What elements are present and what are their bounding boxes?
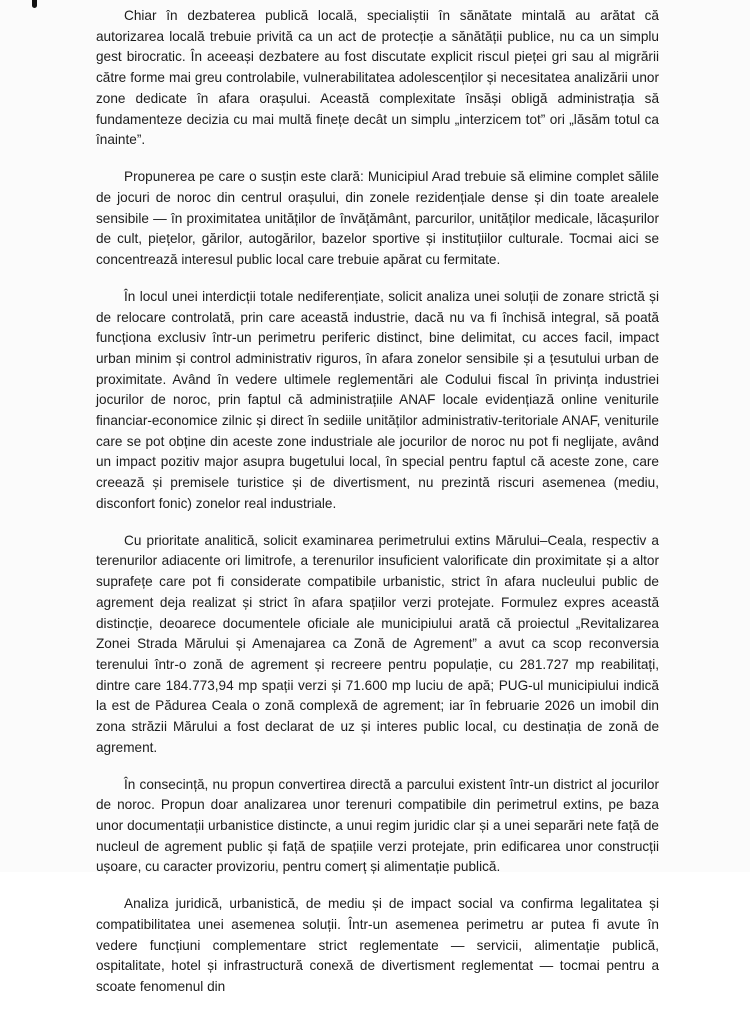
paragraph-marului-ceala-perimeter: Cu prioritate analitică, solicit examinarea perimetrului extins Mărului–Ceala, respectiv a terenurilor adiacente ori limitrofe, a terenurilor insuficient valorificate din proximitate și a altor suprafețe care pot fi considerate compatibile urbanistic, strict în afara nucleului public de agrement deja realizat și strict în afara spațiilor verzi protejate. Formulez expres această distincție, deoarece documentele oficiale ale municipiului arată că proiectul „Revitalizarea Zonei Strada Mărului și Amenajarea ca Zonă de Agrement” a avut ca scop reconversia terenului într-o zonă de agrement și recreere pentru populație, cu 281.727 mp reabilitați, dintre care 184.773,94 mp spații verzi și 71.600 mp luciu de apă; PUG-ul municipiului indică la est de Pădurea Ceala o zonă complexă de agrement; iar în februarie 2026 un imobil din zona străzii Mărului a fost declarat de uz și interes public local, cu destinația de zonă de agrement. [96, 532, 659, 755]
paragraph-proposal: Propunerea pe care o susțin este clară: Municipiul Arad trebuie să elimine complet sălile de jocuri de noroc din centrul orașului, din zonele rezidențiale dense și din toate arealele sensibile — în proximitatea unităților de învățământ, parcurilor, unităților medicale, lăcașurilor de cult, piețelor, gărilor, autogărilor, bazelor sportive și instituțiilor culturale. Tocmai aici se concentrează interesul public local care trebuie apărat cu fermitate. [96, 169, 659, 267]
page-corner-mark [32, 0, 37, 8]
paragraph-analysis: Analiza juridică, urbanistică, de mediu și de impact social va confirma legalitatea și compatibilitatea unei asemenea soluții. Într-un asemenea perimetru ar putea fi avute în vedere funcțiuni complementare strict reglementate — servicii, alimentație publică, ospitalitate, hotel și infrastructură conexă de divertisment reglementat — tocmai pentru a scoate fenomenul din [96, 896, 659, 995]
document-body [96, 6, 659, 1014]
paragraph-zoning-relocation: În locul unei interdicții totale nediferențiate, solicit analiza unei soluții de zonare strictă și de relocare controlată, prin care această industrie, dacă nu va fi închisă integral, să poată funcționa exclusiv într-un perimetru periferic distinct, bine delimitat, cu acces facil, impact urban minim și control administrativ riguros, în afara zonelor sensibile și a țesutului urban de proximitate. Având în vedere ultimele reglementări ale Codului fiscal în privința industriei jocurilor de noroc, prin faptul că administrațiile ANAF locale evidențiază online veniturile financiar-economice zilnic și direct în sediile unităților administrativ-teritoriale ANAF, veniturile care se pot obține din aceste zone industriale ale jocurilor de noroc nu pot fi neglijate, având un impact pozitiv major asupra bugetului local, în special pentru faptul că aceste zone, care creează și premisele turistice și de divertisment, nu prezintă riscuri asemenea (mediu, disconfort fonic) zonelor real industriale. [96, 288, 659, 511]
paragraph-public-debate: Chiar în dezbaterea publică locală, specialiștii în sănătate mintală au arătat că autorizarea locală trebuie privită ca un act de protecție a sănătății publice, nu ca un simplu gest birocratic. În aceeași dezbatere au fost discutate explicit riscul pieței gri sau al migrării către forme mai greu controlabile, vulnerabilitatea adolescenților și necesitatea analizării unor zone dedicate în afara orașului. Această complexitate însăși obligă administrația să fundamenteze decizia cu mai multă finețe decât un simplu „interzicem tot” ori „lăsăm totul ca înainte”. [96, 8, 659, 148]
paragraph-consequence: În consecință, nu propun convertirea directă a parcului existent într-un district al jocurilor de noroc. Propun doar analizarea unor terenuri compatibile din perimetrul extins, pe baza unor documentații urbanistice distincte, a unui regim juridic clar și a unei separări nete față de nucleul de agrement public și față de spațiile verzi protejate, prin edificarea unor construcții ușoare, cu caracter provizoriu, pentru comerț și alimentație publică. [96, 776, 659, 875]
